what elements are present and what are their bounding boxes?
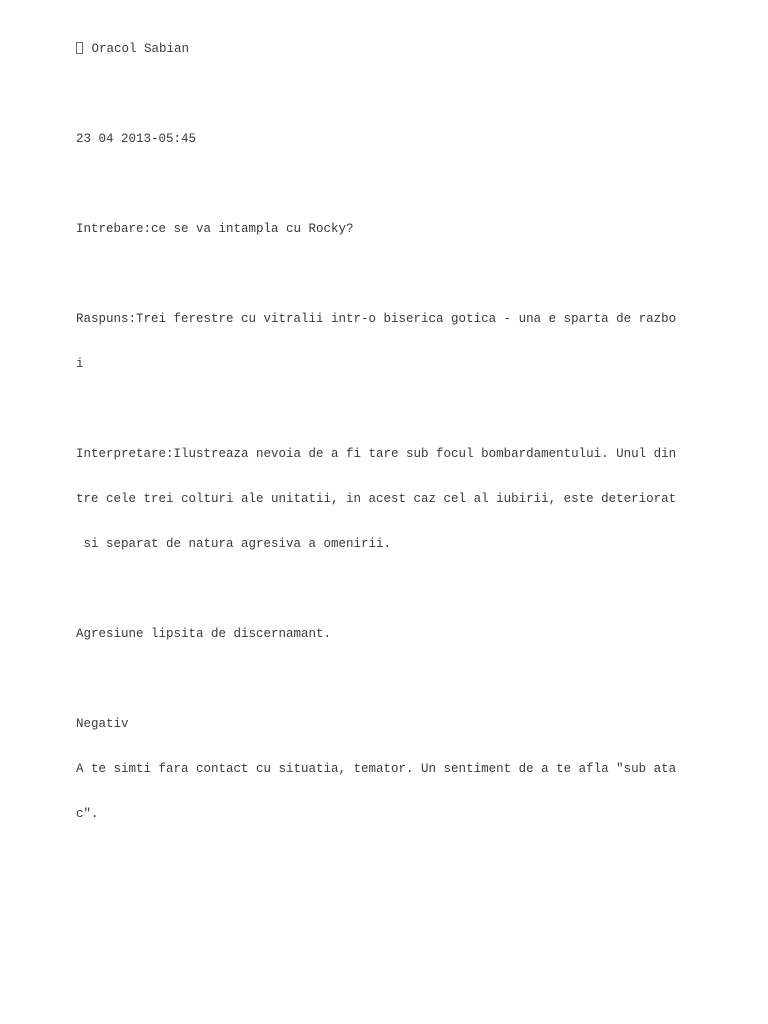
- document-text: [76, 12, 696, 852]
- question: Intrebare:ce se va intampla cu Rocky?: [76, 222, 354, 236]
- title-line: [76, 42, 696, 57]
- interpretation-line-1: Interpretare:Ilustreaza nevoia de a fi tare sub focul bombardamentului. Unul din: [76, 447, 677, 461]
- missing-glyph-icon: [76, 42, 83, 54]
- summary: Agresiune lipsita de discernamant.: [76, 627, 332, 641]
- interpretation-line-3: si separat de natura agresiva a omenirii.: [76, 537, 392, 551]
- negative-line-1: A te simti fara contact cu situatia, temator. Un sentiment de a te afla "sub ata: [76, 762, 677, 776]
- negative-line-2: c".: [76, 807, 99, 821]
- datetime: 23 04 2013-05:45: [76, 132, 197, 146]
- answer-line-1: Raspuns:Trei ferestre cu vitralii intr-o biserica gotica - una e sparta de razbo: [76, 312, 677, 326]
- negative-heading: Negativ: [76, 717, 129, 731]
- document-title: Oracol Sabian: [91, 42, 190, 56]
- interpretation-line-2: tre cele trei colturi ale unitatii, in acest caz cel al iubirii, este deteriorat: [76, 492, 677, 506]
- answer-line-2: i: [76, 357, 84, 371]
